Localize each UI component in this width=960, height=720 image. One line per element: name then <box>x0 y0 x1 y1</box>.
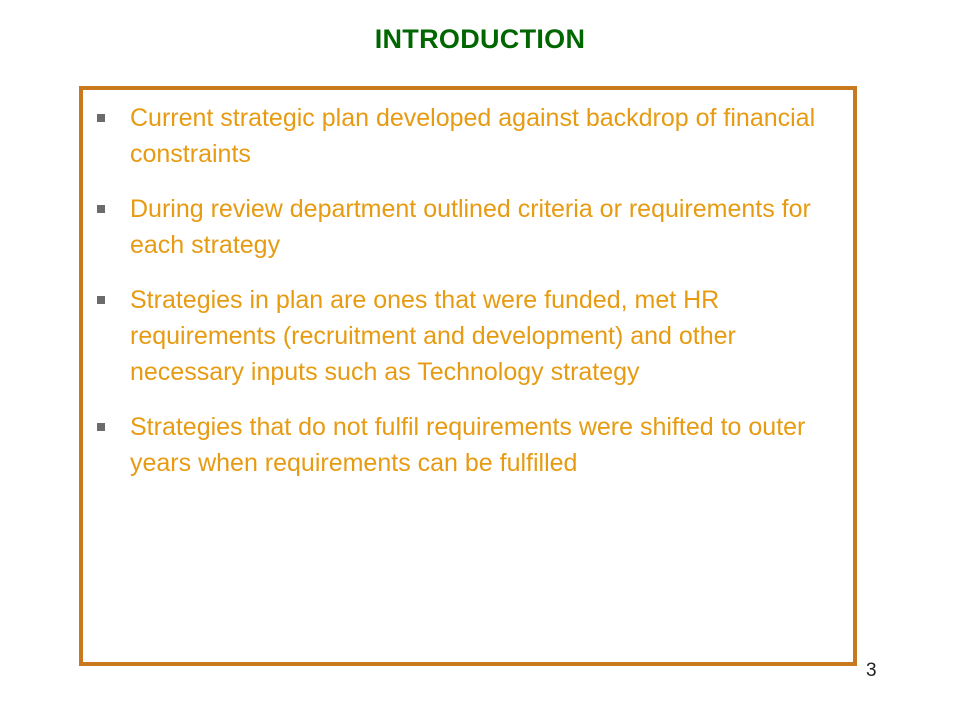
bullet-item <box>93 100 845 172</box>
square-bullet-icon <box>97 114 105 122</box>
bullet-item <box>93 409 845 481</box>
bullet-text: Strategies in plan are ones that were funded, met HR requirements (recruitment and development) and other necessary inputs such as Technology strategy <box>130 286 736 386</box>
bullet-text: Current strategic plan developed against backdrop of financial constraints <box>130 104 816 168</box>
page-number: 3 <box>866 660 877 681</box>
square-bullet-icon <box>97 423 105 431</box>
content-box <box>79 86 857 666</box>
bullet-item <box>93 191 845 263</box>
bullet-text: Strategies that do not fulfil requirements were shifted to outer years when requirements can be fulfilled <box>130 413 806 477</box>
bullet-text: During review department outlined criteria or requirements for each strategy <box>130 195 811 259</box>
square-bullet-icon <box>97 296 105 304</box>
square-bullet-icon <box>97 205 105 213</box>
bullet-item <box>93 282 845 390</box>
slide-title: INTRODUCTION <box>374 24 586 54</box>
bullet-list <box>93 100 845 500</box>
